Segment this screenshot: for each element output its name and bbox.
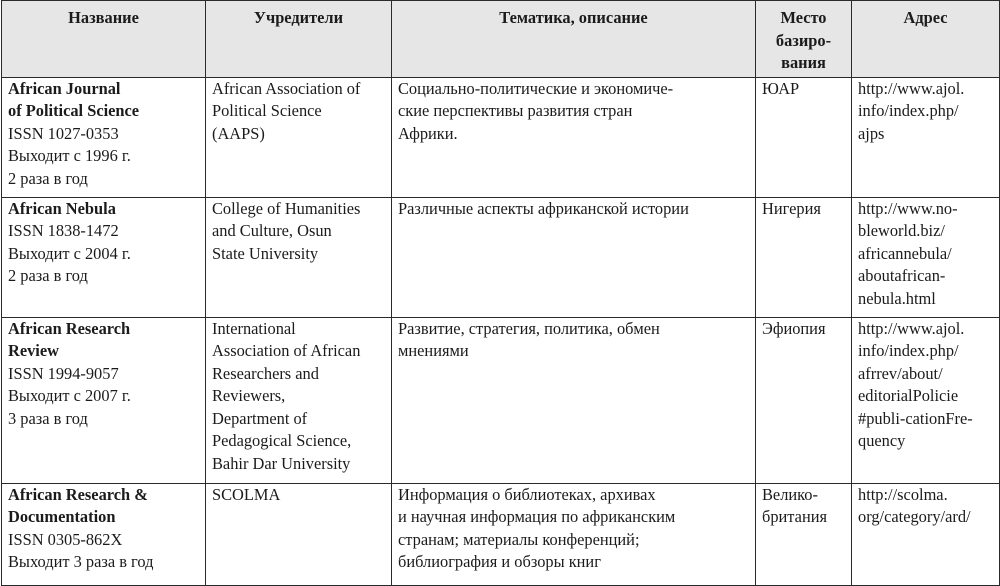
journal-title-line: African Research &	[8, 484, 148, 504]
description-line: и научная информация по африканским	[398, 507, 676, 526]
cell-founders	[206, 317, 392, 483]
table-row	[2, 77, 1000, 197]
address-line: http://www.ajol.	[858, 78, 965, 98]
founder-line: College of Humanities	[212, 198, 361, 218]
cell-place	[756, 483, 852, 585]
header-founders: Учредители	[206, 1, 392, 78]
address-line: aboutafrican-	[858, 266, 946, 285]
description-line: Информация о библиотеках, архивах	[398, 484, 656, 504]
header-address: Адрес	[852, 1, 1000, 78]
address-line: afrrev/about/	[858, 363, 943, 383]
journal-title-line: African Research	[8, 318, 131, 338]
table-row	[2, 197, 1000, 317]
description-line: библиография и обзоры книг	[398, 552, 601, 571]
cell-address	[852, 317, 1000, 483]
description-line: мнениями	[398, 341, 469, 360]
cell-name	[2, 77, 206, 197]
table-row	[2, 483, 1000, 585]
journal-title-line: African Nebula	[8, 198, 116, 218]
founder-line: International	[212, 318, 296, 338]
founder-line: Pedagogical Science,	[212, 431, 352, 450]
journal-info-line: 2 раза в год	[8, 168, 88, 188]
journal-info-line: Выходит с 2007 г.	[8, 386, 131, 405]
founder-line: African Association of	[212, 78, 361, 98]
cell-name	[2, 317, 206, 483]
journal-info-line: ISSN 1994-9057	[8, 363, 119, 383]
cell-name	[2, 483, 206, 585]
founder-line: State University	[212, 243, 319, 263]
address-line: info/index.php/	[858, 101, 959, 120]
journal-info-line: Выходит с 2004 г.	[8, 243, 131, 263]
header-topic: Тематика, описание	[392, 1, 756, 78]
table-header-row	[2, 1, 1000, 78]
address-line: nebula.html	[858, 288, 936, 308]
cell-description	[392, 317, 756, 483]
cell-place	[756, 197, 852, 317]
journal-title-line: Review	[8, 341, 59, 360]
founder-line: (AAPS)	[212, 123, 265, 143]
address-line: quency	[858, 431, 906, 450]
header-name: Название	[2, 1, 206, 78]
place-line: Нигерия	[762, 198, 821, 218]
cell-description	[392, 77, 756, 197]
description-line: ские перспективы развития стран	[398, 101, 633, 120]
place-line: Велико-	[762, 484, 818, 504]
place-line: Эфиопия	[762, 318, 826, 338]
description-line: Различные аспекты африканской истории	[398, 198, 689, 218]
header-place-line: Место	[780, 8, 827, 27]
address-line: africannebula/	[858, 243, 952, 263]
cell-address	[852, 483, 1000, 585]
founder-line: Association of African	[212, 341, 361, 360]
journal-info-line: ISSN 0305-862X	[8, 529, 123, 549]
founder-line: Reviewers,	[212, 386, 286, 405]
cell-place	[756, 77, 852, 197]
address-line: ajps	[858, 123, 885, 143]
journal-title-line: African Journal	[8, 78, 121, 98]
journal-info-line: ISSN 1027-0353	[8, 123, 119, 143]
founder-line: SCOLMA	[212, 484, 281, 504]
journals-table	[1, 0, 1000, 586]
cell-founders	[206, 197, 392, 317]
description-line: Социально-политические и экономиче-	[398, 78, 674, 98]
address-line: info/index.php/	[858, 341, 959, 360]
cell-address	[852, 77, 1000, 197]
journal-title-line: of Political Science	[8, 101, 140, 120]
founder-line: Researchers and	[212, 363, 319, 383]
journal-info-line: Выходит 3 раза в год	[8, 552, 154, 571]
address-line: #publi-cationFre-	[858, 408, 973, 428]
cell-founders	[206, 483, 392, 585]
description-line: Африки.	[398, 123, 458, 143]
address-line: editorialPolicie	[858, 386, 959, 405]
address-line: org/category/ard/	[858, 507, 971, 526]
place-line: ЮАР	[762, 78, 800, 98]
journal-info-line: 2 раза в год	[8, 266, 88, 285]
cell-description	[392, 483, 756, 585]
address-line: http://www.ajol.	[858, 318, 965, 338]
description-line: странам; материалы конференций;	[398, 529, 640, 549]
description-line: Развитие, стратегия, политика, обмен	[398, 318, 660, 338]
cell-name	[2, 197, 206, 317]
header-place	[756, 1, 852, 78]
cell-address	[852, 197, 1000, 317]
journal-info-line: ISSN 1838-1472	[8, 221, 119, 240]
header-place-line: базиро-	[775, 30, 832, 50]
cell-place	[756, 317, 852, 483]
cell-founders	[206, 77, 392, 197]
founder-line: Bahir Dar University	[212, 453, 351, 473]
address-line: http://scolma.	[858, 484, 948, 504]
founder-line: Political Science	[212, 101, 322, 120]
founder-line: and Culture, Osun	[212, 221, 332, 240]
address-line: http://www.no-	[858, 198, 958, 218]
table-row	[2, 317, 1000, 483]
cell-description	[392, 197, 756, 317]
header-place-line: вания	[781, 53, 826, 72]
place-line: британия	[762, 507, 828, 526]
founder-line: Department of	[212, 408, 308, 428]
journal-info-line: Выходит с 1996 г.	[8, 146, 131, 165]
address-line: bleworld.biz/	[858, 221, 945, 240]
journal-title-line: Documentation	[8, 507, 116, 526]
journal-info-line: 3 раза в год	[8, 408, 88, 428]
